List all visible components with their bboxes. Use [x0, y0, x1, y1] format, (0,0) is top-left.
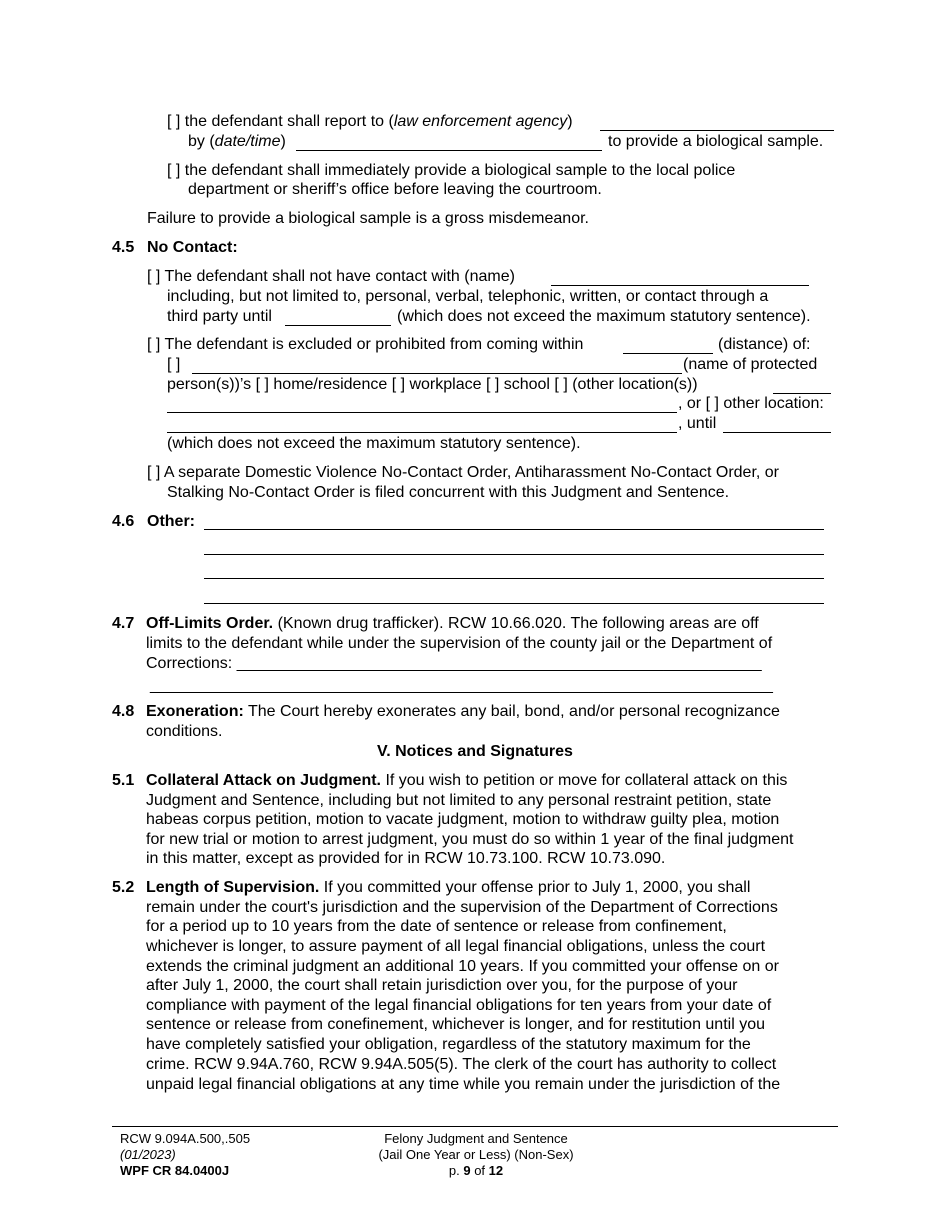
- section-4-8-number: 4.8: [112, 703, 135, 720]
- location-blank-1[interactable]: [167, 397, 677, 413]
- location-options-line: person(s))’s [ ] home/residence [ ] workplace [ ] school [ ] (other location(s)): [167, 376, 698, 393]
- other-location-blank[interactable]: [773, 378, 831, 394]
- section-4-5-title: No Contact:: [147, 239, 238, 256]
- page-number: 9: [463, 1163, 471, 1178]
- footer-divider: [112, 1126, 838, 1127]
- other-line-1[interactable]: [204, 514, 824, 530]
- agency-blank[interactable]: [600, 115, 834, 131]
- collateral-line-3: habeas corpus petition, motion to vacate judgment, motion to withdraw guilty plea, motion: [146, 811, 780, 828]
- other-line-2[interactable]: [204, 539, 824, 555]
- distance-label: (distance) of:: [718, 336, 811, 353]
- exclusion-until-label: , until: [678, 415, 717, 432]
- date-time-blank[interactable]: [296, 135, 602, 151]
- footer-form-number: WPF CR 84.0400J: [120, 1163, 230, 1178]
- by-suffix: to provide a biological sample.: [608, 133, 824, 150]
- report-by-line: by (date/time): [188, 133, 286, 150]
- exoneration-line-1: Exoneration: The Court hereby exonerates any bail, bond, and/or personal recognizance: [146, 703, 780, 720]
- other-location-label: , or [ ] other location:: [678, 395, 824, 412]
- supervision-line-11: unpaid legal financial obligations at any time while you remain under the jurisdiction of the: [146, 1076, 781, 1093]
- protected-checkbox[interactable]: [ ]: [167, 356, 181, 373]
- location-blank-2[interactable]: [167, 417, 677, 433]
- separate-order-line-2: Stalking No-Contact Order is filed concurrent with this Judgment and Sentence.: [167, 484, 730, 501]
- supervision-title: Length of Supervision.: [146, 879, 320, 896]
- no-contact-name-line: [ ] The defendant shall not have contact with (name): [147, 268, 515, 285]
- separate-order-line-1: [ ] A separate Domestic Violence No-Contact Order, Antiharassment No-Contact Order, or: [147, 464, 779, 481]
- footer-date: (01/2023): [120, 1147, 176, 1162]
- until-date-blank[interactable]: [285, 310, 391, 326]
- supervision-line-5: extends the criminal judgment an additional 10 years. If you committed your offense on or: [146, 958, 779, 975]
- immediate-sample-line-2: department or sheriff’s office before leaving the courtroom.: [188, 181, 602, 198]
- section-4-7-number: 4.7: [112, 615, 135, 632]
- supervision-line-10: crime. RCW 9.94A.760, RCW 9.94A.505(5). The clerk of the court has authority to collect: [146, 1056, 777, 1073]
- exclusion-limit-note: (which does not exceed the maximum statutory sentence).: [167, 435, 581, 452]
- report-agency-line: [ ] the defendant shall report to (law enforcement agency): [167, 113, 573, 130]
- supervision-line-6: after July 1, 2000, the court shall retain jurisdiction over you, for the purpose of your: [146, 977, 738, 994]
- footer-title-1: Felony Judgment and Sentence: [384, 1131, 568, 1146]
- section-4-6-number: 4.6: [112, 513, 135, 530]
- off-limits-title: Off-Limits Order.: [146, 615, 274, 632]
- immediate-sample-line-1: [ ] the defendant shall immediately provide a biological sample to the local police: [167, 162, 736, 179]
- collateral-line-2: Judgment and Sentence, including but not limited to any personal restraint petition, state: [146, 792, 772, 809]
- exoneration-line-2: conditions.: [146, 723, 223, 740]
- off-limits-line-1: Off-Limits Order. (Known drug trafficker). RCW 10.66.020. The following areas are off: [146, 615, 759, 632]
- section-4-6-title: Other:: [147, 513, 195, 530]
- section-5-2-number: 5.2: [112, 879, 135, 896]
- collateral-line-1: Collateral Attack on Judgment. If you wish to petition or move for collateral attack on this: [146, 772, 788, 789]
- supervision-line-8: sentence or release from conefinement, whichever is longer, and for restitution until you: [146, 1016, 765, 1033]
- protected-name-blank[interactable]: [192, 358, 682, 374]
- exclusion-until-blank[interactable]: [723, 417, 831, 433]
- supervision-line-7: compliance with payment of the legal financial obligations for ten years from your date of: [146, 997, 772, 1014]
- footer-title-2: (Jail One Year or Less) (Non-Sex): [378, 1147, 574, 1162]
- section-v-heading: V. Notices and Signatures: [377, 743, 573, 760]
- supervision-line-9: have completely satisfied your obligation, regardless of the statutory maximum for the: [146, 1036, 751, 1053]
- supervision-line-2: remain under the court's jurisdiction and the supervision of the Department of Corrections: [146, 899, 778, 916]
- supervision-line-1: Length of Supervision. If you committed your offense prior to July 1, 2000, you shall: [146, 879, 751, 896]
- other-line-4[interactable]: [204, 588, 824, 604]
- footer-rcw: RCW 9.094A.500,.505: [120, 1131, 251, 1146]
- section-5-1-number: 5.1: [112, 772, 135, 789]
- failure-note: Failure to provide a biological sample is a gross misdemeanor.: [147, 210, 589, 227]
- no-contact-line-2: including, but not limited to, personal, verbal, telephonic, written, or contact through a: [167, 288, 769, 305]
- off-limits-line-4[interactable]: ______________________________________________________________________: [150, 677, 773, 694]
- collateral-title: Collateral Attack on Judgment.: [146, 772, 381, 789]
- section-4-5-number: 4.5: [112, 239, 135, 256]
- protected-name-label: (name of protected: [683, 356, 818, 373]
- contact-name-blank[interactable]: [551, 270, 809, 286]
- off-limits-line-3[interactable]: Corrections: ___________________________________________________________: [146, 655, 762, 672]
- footer-page: p. 9 of 12: [448, 1163, 504, 1178]
- supervision-line-3: for a period up to 10 years from the date of sentence or release from confinement,: [146, 918, 727, 935]
- supervision-line-4: whichever is longer, to assure payment of all legal financial obligations, unless the court: [146, 938, 766, 955]
- no-contact-until-label: third party until: [167, 308, 272, 325]
- collateral-line-4: for new trial or motion to arrest judgment, you must do so within 1 year of the final judgment: [146, 831, 794, 848]
- distance-blank[interactable]: [623, 338, 713, 354]
- collateral-line-5: in this matter, except as provided for in RCW 10.73.100. RCW 10.73.090.: [146, 850, 666, 867]
- off-limits-line-2: limits to the defendant while under the supervision of the county jail or the Department of: [146, 635, 773, 652]
- page-total: 12: [488, 1163, 504, 1178]
- no-contact-until-suffix: (which does not exceed the maximum statutory sentence).: [397, 308, 811, 325]
- exclusion-line-1: [ ] The defendant is excluded or prohibited from coming within: [147, 336, 584, 353]
- exoneration-title: Exoneration:: [146, 703, 244, 720]
- other-line-3[interactable]: [204, 563, 824, 579]
